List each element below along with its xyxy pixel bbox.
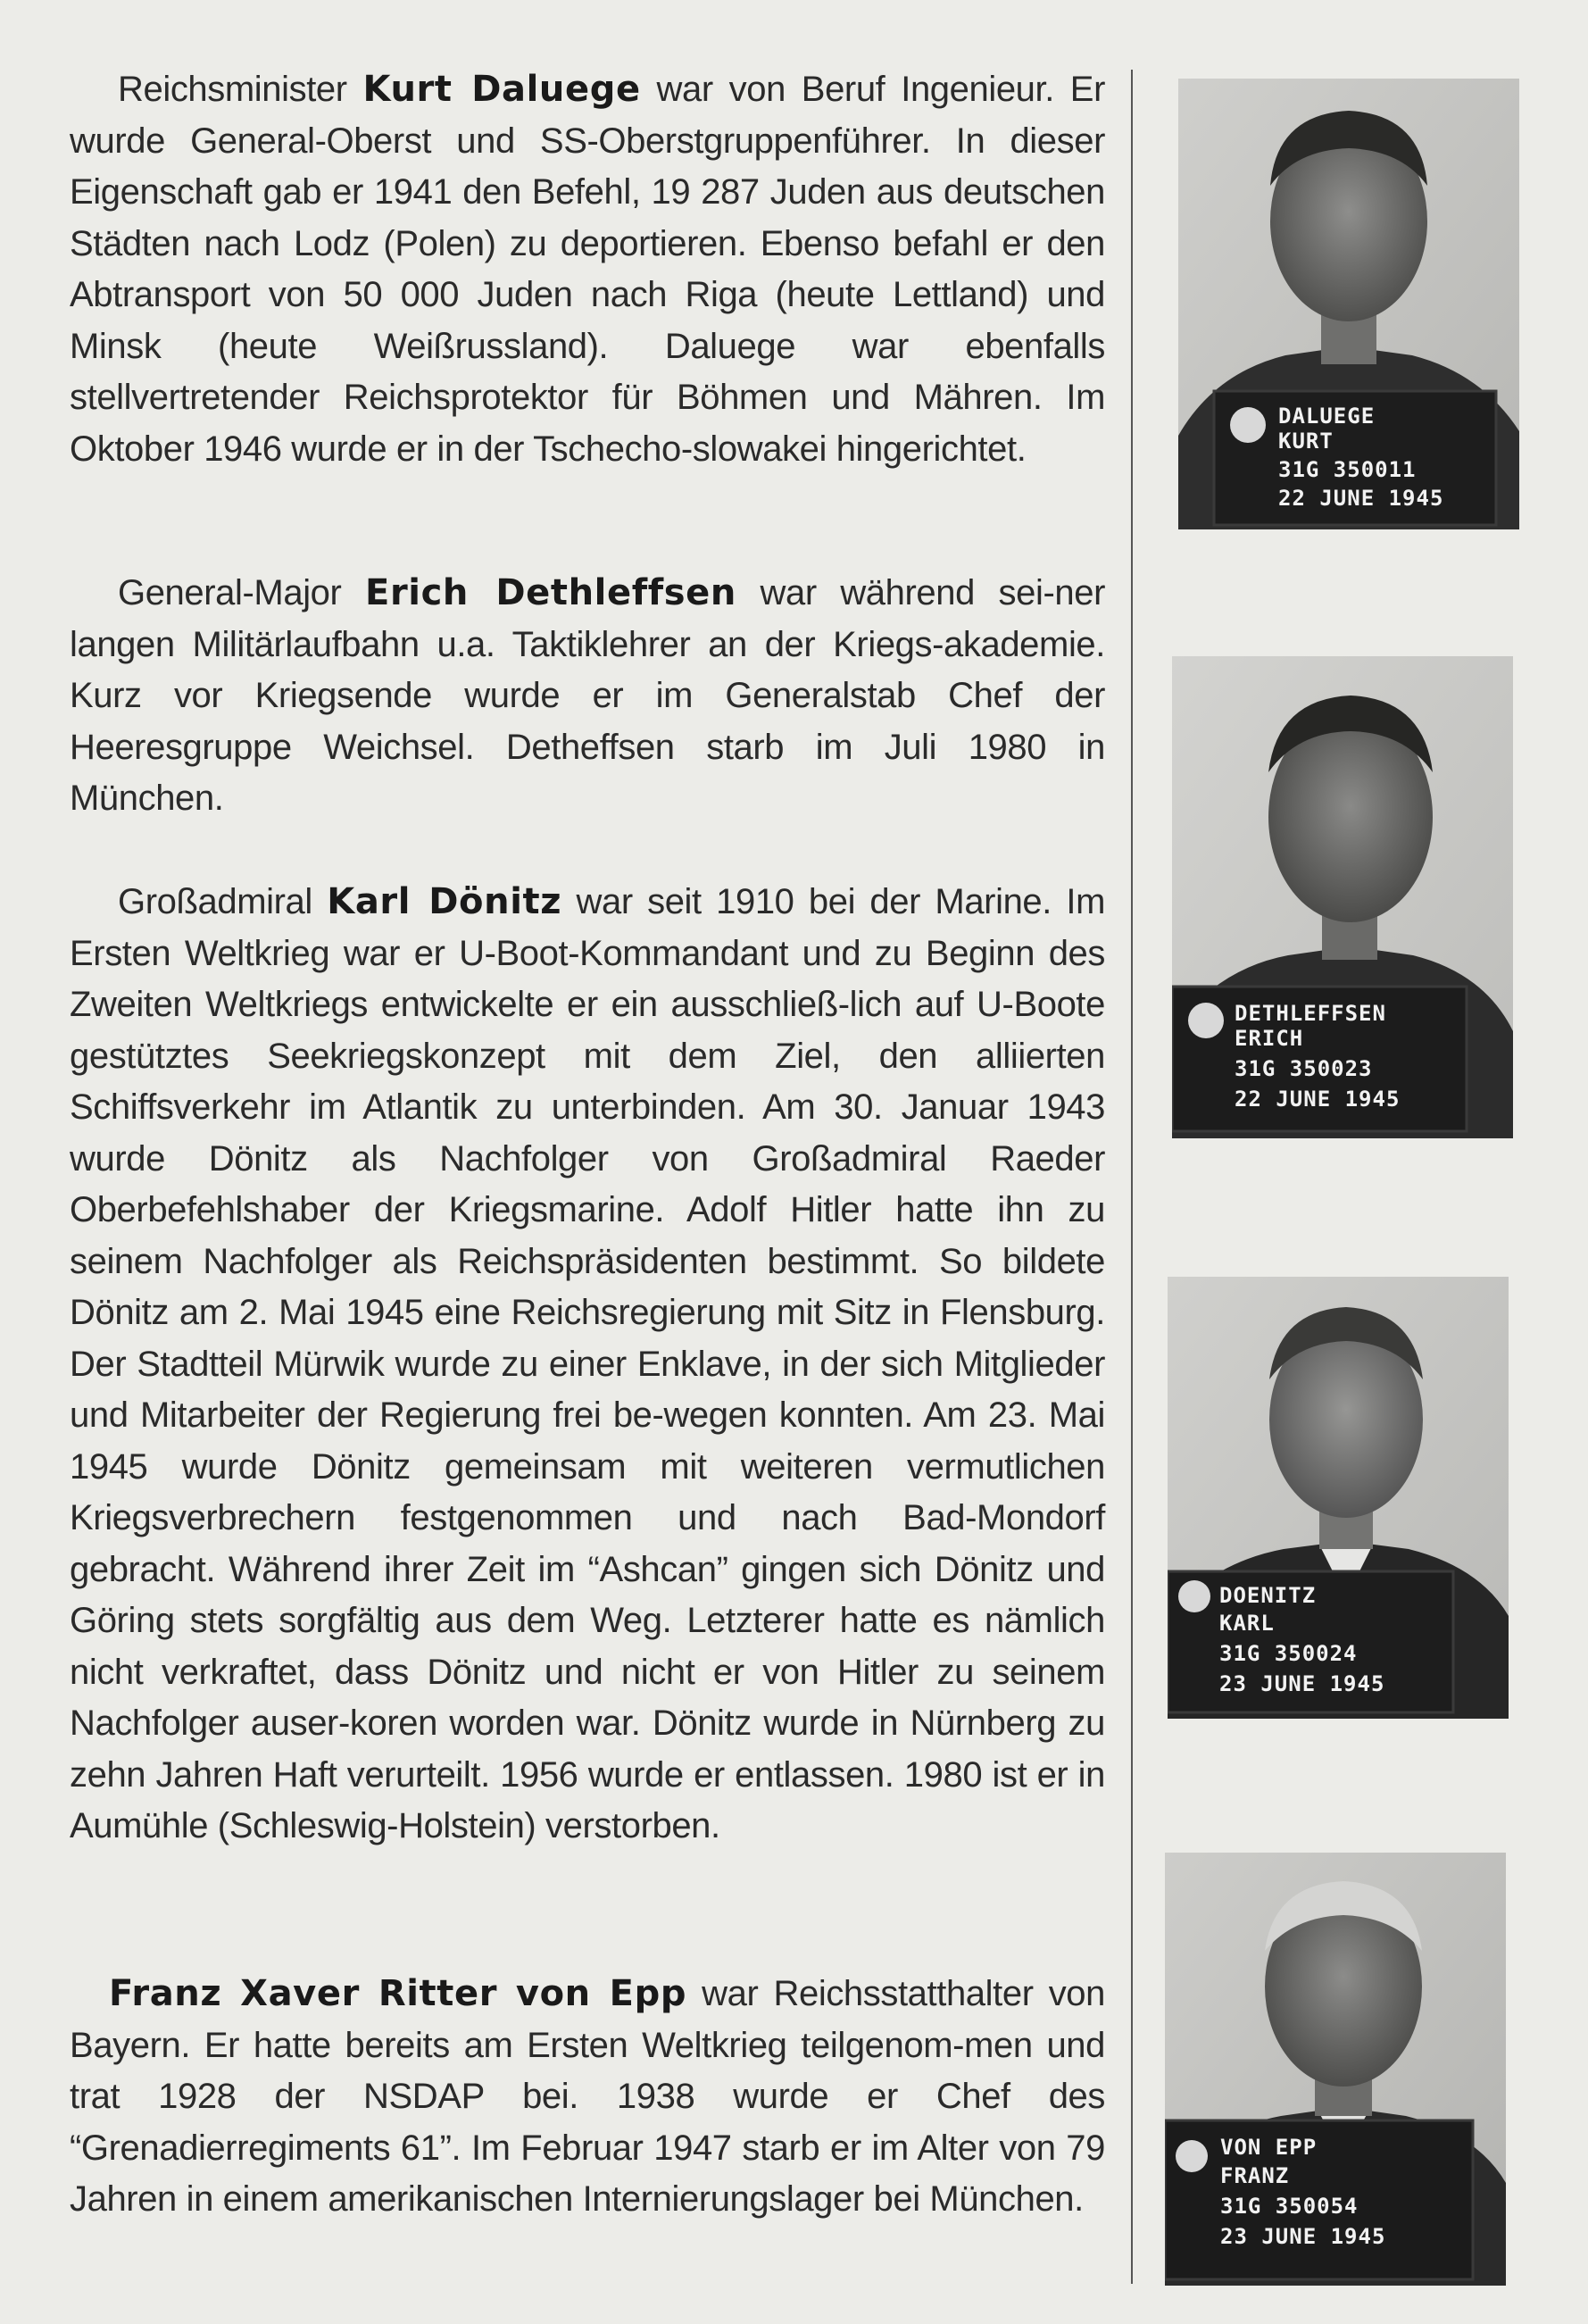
plate-firstname-line: FRANZ — [1220, 2163, 1290, 2188]
person-name-epp: Franz Xaver Ritter von Epp — [109, 1973, 687, 2014]
paragraph-lead: Großadmiral — [118, 882, 328, 921]
plate-firstname-line: ERICH — [1235, 1026, 1304, 1051]
mugshot-epp — [1165, 1853, 1506, 2286]
mugshot-image — [1172, 656, 1513, 1138]
paragraph-doenitz — [70, 877, 1105, 1853]
plate-number-line: 31G 350054 — [1220, 2194, 1359, 2219]
plate-number-line: 31G 350024 — [1219, 1641, 1358, 1666]
paragraph-lead: Reichsminister — [118, 70, 363, 109]
person-name-daluege: Kurt Daluege — [362, 69, 641, 110]
column-divider — [1131, 70, 1133, 2284]
plate-date-line: 22 JUNE 1945 — [1278, 486, 1444, 511]
person-name-doenitz: Karl Dönitz — [327, 881, 562, 922]
paragraph-body: war seit 1910 bei der Marine. Im Ersten Weltkrieg war er U-Boot-Kommandant und zu Beginn des Zweiten Weltkriegs entwickelte er ein ausschließ-lich auf U-Boote gestütztes Seekriegskonzept mit dem Ziel, den alliierten Schiffsverkehr im Atlantik zu unterbinden. Am 30. Januar 1943 wurde Dönitz als Nachfolger von Großadmiral Raeder Oberbefehlshaber der Kriegsmarine. Adolf Hitler hatte ihn zu seinem Nachfolger als Reichspräsidenten bestimmt. So bildete Dönitz am 2. Mai 1945 eine Reichsregierung mit Sitz in Flensburg. Der Stadtteil Mürwik wurde zu einer Enklave, in der sich Mitglieder und Mitarbeiter der Regierung frei be-wegen konnten. Am 23. Mai 1945 wurde Dönitz gemeinsam mit weiteren vermutlichen Kriegsverbrechern festgenommen und nach Bad-Mondorf gebracht. Während ihrer Zeit im “Ashcan” gingen sich Dönitz und Göring stets sorgfältig aus dem Weg. Letzterer hatte es nämlich nicht verkraftet, dass Dönitz und nicht er von Hitler zu seinem Nachfolger auser-koren worden war. Dönitz wurde in Nürnberg zu zehn Jahren Haft verurteilt. 1956 wurde er entlassen. 1980 ist er in Aumühle (Schleswig-Holstein) verstorben. — [70, 882, 1105, 1845]
paragraph-body: war Reichsstatthalter von Bayern. Er hatte bereits am Ersten Weltkrieg teilgenom-men und trat 1928 der NSDAP bei. 1938 wurde er Chef des “Grenadierregiments 61”. Im Februar 1947 starb er im Alter von 79 Jahren in einem amerikanischen Internierungslager bei München. — [70, 1974, 1105, 2219]
paragraph-lead: General-Major — [118, 573, 366, 612]
mugshot-image — [1168, 1277, 1509, 1719]
mugshot-dethleffsen — [1172, 656, 1513, 1138]
person-name-dethleffsen: Erich Dethleffsen — [365, 572, 736, 613]
plate-name-line: DOENITZ — [1219, 1583, 1317, 1608]
mugshot-daluege — [1178, 79, 1519, 529]
paragraph-body: war während sei-ner langen Militärlaufbahn u.a. Taktiklehrer an der Kriegs-akademie. Kurz vor Kriegsende wurde er im Generalstab Chef der Heeresgruppe Weichsel. Detheffsen starb im Juli 1980 in München. — [70, 573, 1105, 818]
mugshot-doenitz — [1168, 1277, 1509, 1719]
plate-date-line: 22 JUNE 1945 — [1235, 1087, 1401, 1112]
plate-name-line: VON EPP — [1220, 2135, 1318, 2160]
plate-date-line: 23 JUNE 1945 — [1220, 2224, 1386, 2249]
plate-firstname-line: KARL — [1219, 1611, 1275, 1636]
mugshot-image — [1178, 79, 1519, 529]
plate-name-line: DETHLEFFSEN — [1235, 1001, 1386, 1026]
plate-date-line: 23 JUNE 1945 — [1219, 1671, 1385, 1696]
paragraph-body: war von Beruf Ingenieur. Er wurde General-Oberst und SS-Oberstgruppenführer. In dieser Eigenschaft gab er 1941 den Befehl, 19 287 Juden aus deutschen Städten nach Lodz (Polen) zu deportieren. Ebenso befahl er den Abtransport von 50 000 Juden nach Riga (heute Lettland) und Minsk (heute Weißrussland). Daluege war ebenfalls stellvertretender Reichsprotektor für Böhmen und Mähren. Im Oktober 1946 wurde er in der Tschecho-slowakei hingerichtet. — [70, 70, 1105, 469]
mugshot-image — [1165, 1853, 1506, 2286]
paragraph-daluege — [70, 64, 1105, 475]
plate-number-line: 31G 350011 — [1278, 457, 1417, 482]
plate-number-line: 31G 350023 — [1235, 1056, 1373, 1081]
paragraph-epp — [70, 1969, 1105, 2226]
plate-name-line: DALUEGE — [1278, 404, 1376, 429]
paragraph-dethleffsen — [70, 568, 1105, 825]
plate-firstname-line: KURT — [1278, 429, 1334, 454]
